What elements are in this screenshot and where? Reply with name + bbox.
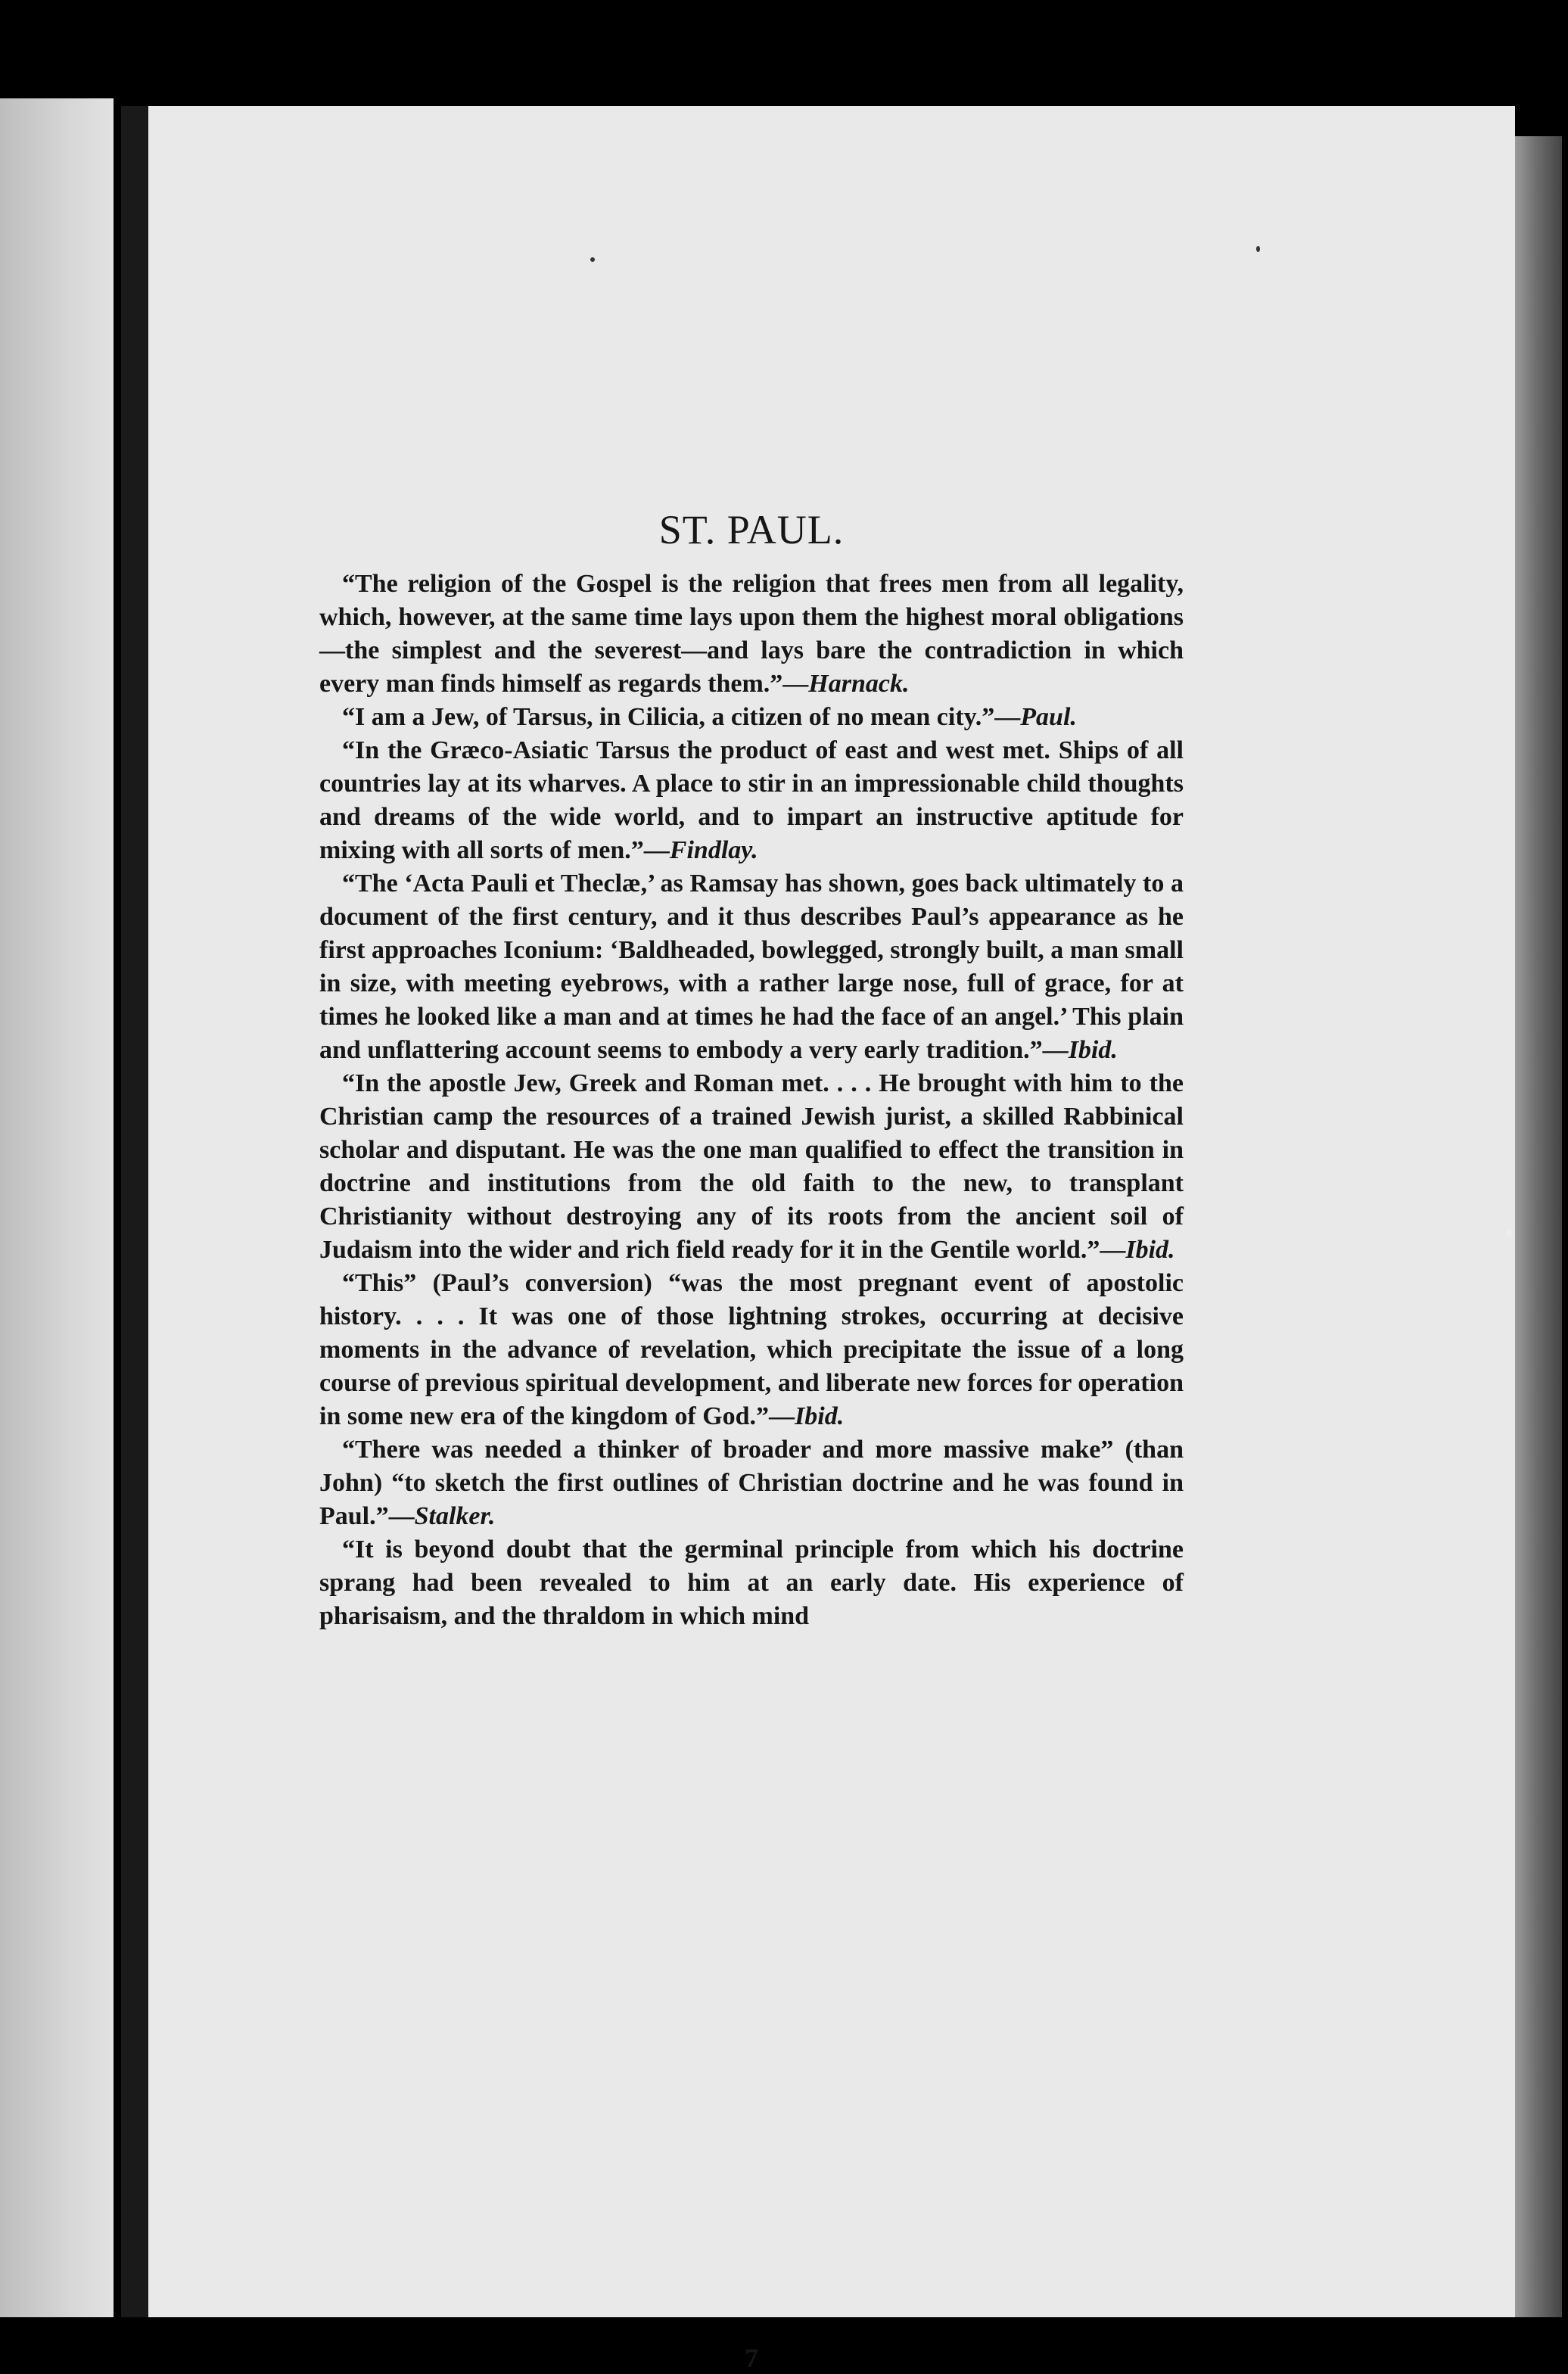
dust-speck (590, 257, 595, 262)
page-text (319, 499, 1184, 2373)
page-title: ST. PAUL. (658, 507, 845, 552)
page-number: 7 (745, 2343, 758, 2373)
quote-paragraph: “In the Græco-Asiatic Tarsus the product of east and west met. Ships of all countries lay at its wharves. A place to stir in an impressionable child thoughts and dreams of the wide world, and to impart an instructive aptitude for mixing with all sorts of men.”—Findlay. (319, 736, 1184, 864)
citation: Paul. (1020, 703, 1077, 731)
dust-speck (1256, 246, 1260, 252)
quote-paragraph: “The religion of the Gospel is the religion that frees men from all legality, which, however, at the same time lays upon them the highest moral obligations—the simplest and the severest—and lays bare the contradiction in which every man finds himself as regards them.”—Harnack. (319, 570, 1184, 698)
quote-paragraph: “It is beyond doubt that the germinal principle from which his doctrine sprang had been revealed to him at an early date. His experience of pharisaism, and the thraldom in which mind (319, 1535, 1184, 1630)
citation: Ibid. (1125, 1236, 1175, 1264)
page-edge-right (1515, 136, 1562, 2317)
quote-paragraph: “I am a Jew, of Tarsus, in Cilicia, a citizen of no mean city.”—Paul. (342, 703, 1077, 731)
dust-speck (1506, 1230, 1512, 1236)
citation: Harnack. (808, 670, 910, 698)
book-gutter (121, 106, 148, 2317)
citation: Findlay. (669, 836, 758, 864)
citation: Ibid. (795, 1402, 845, 1430)
citation: Stalker. (414, 1502, 496, 1530)
quote-paragraph: “There was needed a thinker of broader and more massive make” (than John) “to sketch the first outlines of Christian doctrine and he was found in Paul.”—Stalker. (319, 1436, 1184, 1530)
quote-paragraph: “The ‘Acta Pauli et Theclæ,’ as Ramsay has shown, goes back ultimately to a document of the first century, and it thus describes Paul’s appearance as he first approaches Iconium: ‘Baldheaded, bowlegged, strongly built, a man small in size, with meeting eyebrows, with a rather large nose, full of grace, for at times he looked like a man and at times he had the face of an angel.’ This plain and unflattering account seems to embody a very early tradition.”—Ibid. (319, 870, 1184, 1064)
quote-paragraph: “This” (Paul’s conversion) “was the most pregnant event of apostolic history. . . . It was one of those lightning strokes, occurring at decisive moments in the advance of revelation, which precipitate the issue of a long course of previous spiritual development, and liberate new forces for operation in some new era of the kingdom of God.”—Ibid. (319, 1269, 1184, 1430)
quote-paragraph: “In the apostle Jew, Greek and Roman met. . . . He brought with him to the Christian camp the resources of a trained Jewish jurist, a skilled Rabbinical scholar and disputant. He was the one man qualified to effect the transition in doctrine and institutions from the old faith to the new, to transplant Christianity without destroying any of its roots from the ancient soil of Judaism into the wider and rich field ready for it in the Gentile world.”—Ibid. (319, 1069, 1184, 1264)
facing-page-edge (0, 98, 114, 2317)
citation: Ibid. (1068, 1036, 1118, 1064)
